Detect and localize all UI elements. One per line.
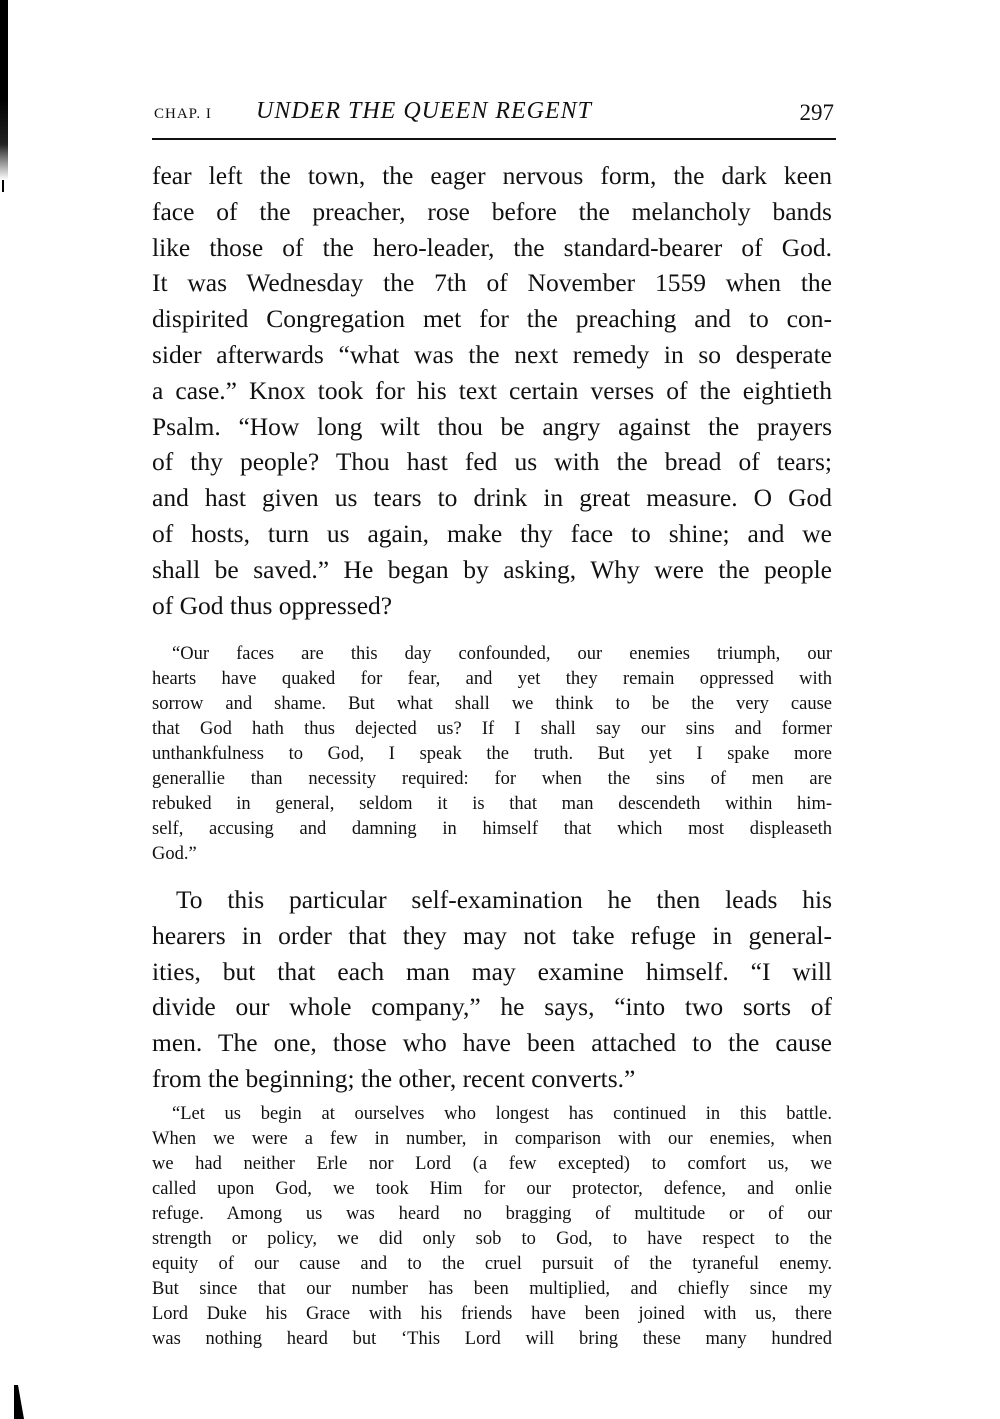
quote-line: “Our faces are this day confounded, our enemies triumph, our bbox=[172, 644, 832, 664]
quote-line: equity of our cause and to the cruel pursuit of the tyraneful enemy. bbox=[152, 1254, 832, 1274]
header-rule bbox=[152, 138, 836, 140]
quote-line: generallie than necessity required: for when the sins of men are bbox=[152, 769, 832, 789]
quote-line: refuge. Among us was heard no bragging of multitude or of our bbox=[152, 1204, 832, 1224]
text-line: sider afterwards “what was the next remedy in so desperate bbox=[152, 339, 832, 369]
text-line: men. The one, those who have been attached to the cause bbox=[152, 1028, 832, 1058]
text-line: To this particular self-examination he then leads his bbox=[176, 885, 832, 914]
text-line: of God thus oppressed? bbox=[152, 590, 393, 620]
block-quote-1 bbox=[152, 642, 832, 867]
text-line: of thy people? Thou hast fed us with the bread of tears; bbox=[152, 447, 832, 477]
chapter-label: CHAP. I bbox=[154, 106, 212, 122]
quote-line: we had neither Erle nor Lord (a few excepted) to comfort us, we bbox=[152, 1154, 832, 1174]
page-number: 297 bbox=[799, 100, 834, 125]
quote-line: When we were a few in number, in comparison with our enemies, when bbox=[152, 1129, 832, 1149]
paragraph-2 bbox=[152, 882, 832, 1097]
paragraph-1 bbox=[152, 158, 832, 623]
quote-line: “Let us begin at ourselves who longest has continued in this battle. bbox=[172, 1104, 832, 1124]
scan-margin-artifact-top bbox=[0, 0, 8, 180]
text-line: divide our whole company,” he says, “into two sorts of bbox=[152, 992, 832, 1022]
scan-margin-artifact-bottom bbox=[14, 1385, 24, 1419]
text-line: Psalm. “How long wilt thou be angry against the prayers bbox=[152, 411, 832, 441]
quote-line: rebuked in general, seldom it is that man descendeth within him- bbox=[152, 794, 832, 814]
quote-line: But since that our number has been multiplied, and chiefly since my bbox=[152, 1279, 832, 1299]
text-line: and hast given us tears to drink in great measure. O God bbox=[152, 483, 832, 513]
text-line: It was Wednesday the 7th of November 1559 when the bbox=[152, 268, 832, 298]
text-line: from the beginning; the other, recent converts.” bbox=[152, 1063, 636, 1093]
quote-line: strength or policy, we did only sob to God, to have respect to the bbox=[152, 1229, 832, 1249]
quote-line: sorrow and shame. But what shall we think to be the very cause bbox=[152, 694, 832, 714]
text-line: fear left the town, the eager nervous form, the dark keen bbox=[152, 161, 832, 190]
text-line: ities, but that each man may examine himself. “I will bbox=[152, 956, 832, 986]
text-line: dispirited Congregation met for the preaching and to con- bbox=[152, 304, 832, 334]
quote-line: was nothing heard but ‘This Lord will bring these many hundred bbox=[152, 1329, 832, 1349]
text-line: like those of the hero-leader, the standard-bearer of God. bbox=[152, 232, 832, 262]
text-line: hearers in order that they may not take refuge in general- bbox=[152, 920, 832, 950]
text-line: a case.” Knox took for his text certain verses of the eightieth bbox=[152, 375, 832, 405]
quote-line: self, accusing and damning in himself that which most displeaseth bbox=[152, 819, 832, 839]
block-quote-2 bbox=[152, 1102, 832, 1352]
quote-line: Lord Duke his Grace with his friends have been joined with us, there bbox=[152, 1304, 832, 1324]
quote-line: God.” bbox=[152, 844, 197, 864]
quote-line: unthankfulness to God, I speak the truth. But yet I spake more bbox=[152, 744, 832, 764]
quote-line: hearts have quaked for fear, and yet they remain oppressed with bbox=[152, 669, 832, 689]
quote-line: called upon God, we took Him for our protector, defence, and onlie bbox=[152, 1179, 832, 1199]
text-line: face of the preacher, rose before the melancholy bands bbox=[152, 196, 832, 226]
quote-line: that God hath thus dejected us? If I shall say our sins and former bbox=[152, 719, 832, 739]
text-line: of hosts, turn us again, make thy face to shine; and we bbox=[152, 518, 832, 548]
running-head bbox=[154, 98, 834, 132]
text-line: shall be saved.” He began by asking, Why were the people bbox=[152, 554, 832, 584]
running-title: UNDER THE QUEEN REGENT bbox=[256, 98, 592, 124]
